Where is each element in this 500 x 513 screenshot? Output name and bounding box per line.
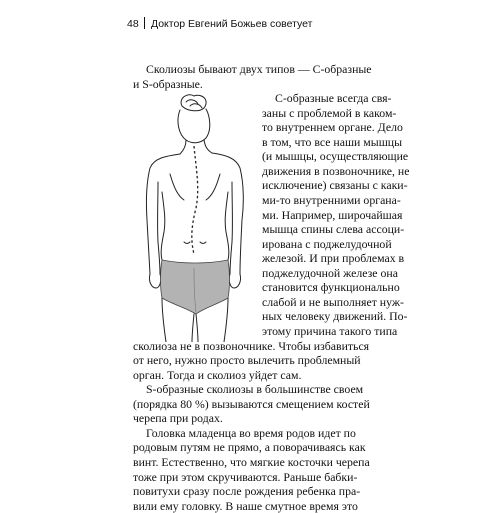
side-text-line: заны с проблемой в каком- — [262, 105, 397, 120]
intro-line: Сколиозы бывают двух типов — С-образные — [146, 62, 372, 76]
page-number: 48 — [127, 18, 139, 30]
side-text-line: ми-то внутренними органа- — [262, 193, 401, 207]
body-text-line: сколиоза не в позвоночнике. Чтобы избавиться — [133, 338, 370, 353]
body-text-line: от него, нужно просто вылечить проблемный — [133, 353, 361, 368]
side-text-line: этому причина такого типа — [262, 323, 398, 338]
side-text-line: движения в позвоночнике, не — [262, 163, 410, 178]
side-text-line: слабой и не выполняет нуж- — [262, 294, 404, 309]
side-text-line: в том, что все наши мышцы — [262, 134, 403, 149]
side-text-line: становится функционально — [262, 280, 400, 295]
body-text-line: черепа при родах. — [133, 411, 223, 426]
body-text-line: винт. Естественно, что мягкие косточки черепа — [133, 454, 370, 469]
side-text-line: ирована с поджелудочной — [262, 236, 392, 251]
side-text-line: железой. И при проблемах в — [262, 251, 405, 266]
intro-line: и S-образные. — [133, 76, 203, 91]
body-text-line: Головка младенца во время родов идет по — [146, 425, 356, 440]
body-text-line: S-образные сколиозы в большинстве своем — [146, 382, 364, 397]
side-text-line: С-образные всегда свя- — [275, 91, 392, 106]
side-text-line: поджелудочной железе она — [262, 265, 398, 280]
side-text-line: мышца спины слева ассоци- — [262, 222, 405, 237]
body-text-line: (порядка 80 %) вызываются смещением костей — [133, 396, 370, 411]
side-text-line: исключение) связаны с каки- — [262, 178, 408, 193]
header-divider — [144, 17, 145, 29]
side-text-line: (и мышцы, осуществляющие — [262, 149, 409, 164]
body-text-line: родовым путям не прямо, а поворачиваясь как — [133, 440, 366, 455]
woman-back-illustration — [130, 92, 256, 342]
body-text-line: повитухи сразу после рождения ребенка пра- — [133, 484, 361, 498]
side-text-line: то внутреннем органе. Дело — [262, 120, 403, 135]
body-text-line: орган. Тогда и сколиоз уйдет сам. — [133, 367, 302, 382]
body-text-line: вили ему головку. В наше смутное время это — [133, 498, 358, 513]
page-header — [127, 17, 312, 30]
body-text-line: тоже при этом скручиваются. Раньше бабки- — [133, 469, 358, 484]
side-text-line: ных человеку движений. По- — [262, 309, 408, 324]
running-title: Доктор Евгений Божьев советует — [150, 18, 313, 30]
side-text-line: ми. Например, широчайшая — [262, 207, 403, 222]
